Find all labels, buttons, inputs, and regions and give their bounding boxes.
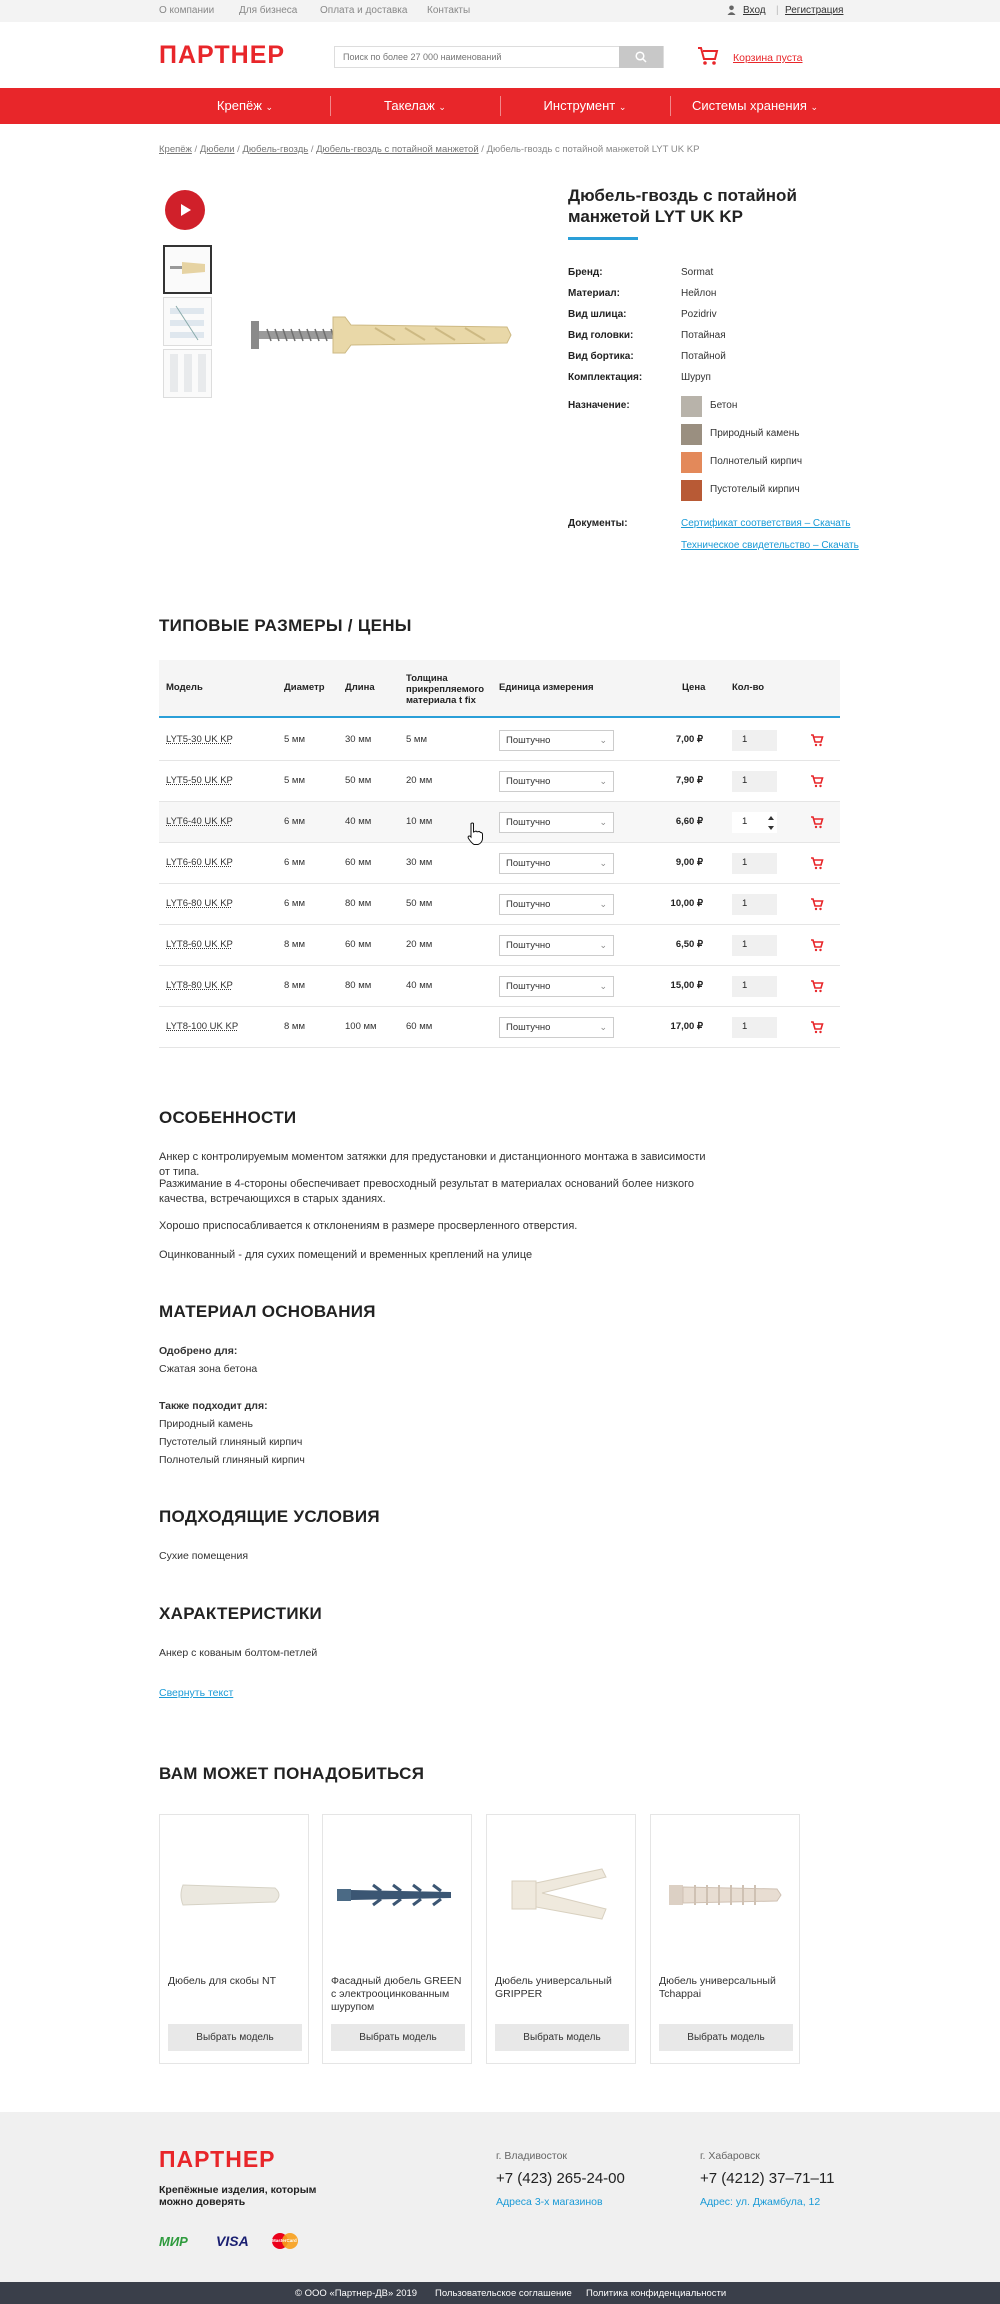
- price-cell: 6,60 ₽: [675, 816, 703, 827]
- thickness-cell: 5 мм: [406, 734, 427, 745]
- quantity-input[interactable]: 1: [732, 771, 777, 792]
- mir-payment-logo: МИР: [159, 2234, 188, 2249]
- thickness-cell: 60 мм: [406, 1021, 433, 1032]
- purpose-label: Назначение:: [568, 400, 630, 411]
- topbar-link-about[interactable]: О компании: [159, 5, 215, 16]
- chevron-down-icon: ⌄: [599, 858, 607, 868]
- add-to-cart-icon[interactable]: [810, 815, 824, 829]
- thickness-cell: 50 мм: [406, 898, 433, 909]
- topbar-link-delivery[interactable]: Оплата и доставка: [320, 5, 408, 16]
- chevron-down-icon: ⌄: [599, 940, 607, 950]
- office-city: г. Хабаровск: [700, 2150, 760, 2162]
- unit-select[interactable]: [499, 853, 614, 874]
- material-name: Бетон: [710, 400, 738, 411]
- material-swatch: [681, 480, 702, 501]
- card-title: Дюбель универсальный GRIPPER: [495, 1975, 612, 2000]
- breadcrumb-link[interactable]: Дюбель-гвоздь: [242, 144, 309, 155]
- nav-item-storage[interactable]: [670, 88, 840, 124]
- price-cell: 9,00 ₽: [675, 857, 703, 868]
- nav-label: Системы хранения: [691, 98, 807, 113]
- quantity-input[interactable]: 1: [732, 976, 777, 997]
- chevron-down-icon: ⌄: [599, 735, 607, 745]
- diameter-cell: 6 мм: [284, 857, 305, 868]
- unit-select[interactable]: [499, 730, 614, 751]
- collapse-text-link[interactable]: Свернуть текст: [159, 1687, 234, 1699]
- chevron-down-icon: ⌄: [265, 102, 274, 112]
- product-card[interactable]: [159, 1814, 309, 2064]
- play-icon: [180, 203, 192, 217]
- length-cell: 40 мм: [345, 816, 372, 827]
- product-card[interactable]: [650, 1814, 800, 2064]
- office-address-link[interactable]: Адреса 3-х магазинов: [496, 2196, 603, 2208]
- video-play-button[interactable]: [165, 190, 205, 230]
- breadcrumb-link[interactable]: Дюбель-гвоздь с потайной манжетой: [316, 144, 479, 155]
- price-cell: 7,90 ₽: [675, 775, 703, 786]
- nav-item-rigging[interactable]: [330, 88, 500, 124]
- table-row: [159, 884, 840, 925]
- conditions-text: Сухие помещения: [159, 1550, 248, 1562]
- table-row: [159, 720, 840, 761]
- column-header: Диаметр: [284, 682, 325, 693]
- thickness-cell: 30 мм: [406, 857, 433, 868]
- nav-label: Инструмент: [543, 98, 616, 113]
- office-address-link[interactable]: Адрес: ул. Джамбула, 12: [700, 2196, 821, 2208]
- spec-label: Вид бортика:: [568, 351, 634, 362]
- column-header: Модель: [166, 682, 203, 693]
- office-phone[interactable]: +7 (423) 265-24-00: [496, 2170, 625, 2187]
- spec-value: Sormat: [681, 267, 714, 278]
- length-cell: 100 мм: [345, 1021, 377, 1032]
- length-cell: 80 мм: [345, 980, 372, 991]
- diameter-cell: 8 мм: [284, 939, 305, 950]
- gallery-thumb[interactable]: [163, 349, 212, 398]
- quantity-input[interactable]: 1: [732, 730, 777, 751]
- unit-value: Поштучно: [506, 776, 551, 787]
- user-icon: [727, 5, 736, 18]
- unit-value: Поштучно: [506, 981, 551, 992]
- unit-select[interactable]: [499, 812, 614, 833]
- docs-label: Документы:: [568, 518, 628, 529]
- spec-label: Вид головки:: [568, 330, 634, 341]
- copyright: © ООО «Партнер-ДВ» 2019: [295, 2288, 418, 2299]
- column-header: Цена: [682, 682, 706, 693]
- privacy-policy-link[interactable]: Политика конфиденциальности: [586, 2288, 727, 2299]
- table-header: [159, 660, 840, 718]
- hand-cursor-icon: [466, 822, 484, 846]
- model-link[interactable]: LYT6-80 UK KP: [166, 898, 233, 909]
- add-to-cart-icon[interactable]: [810, 856, 824, 870]
- spec-value: Нейлон: [681, 288, 717, 299]
- unit-value: Поштучно: [506, 1022, 551, 1033]
- user-agreement-link[interactable]: Пользовательское соглашение: [435, 2288, 572, 2299]
- topbar-link-business[interactable]: Для бизнеса: [239, 5, 298, 16]
- select-model-button[interactable]: Выбрать модель: [659, 2024, 793, 2051]
- search-button[interactable]: [619, 46, 663, 68]
- product-image: [245, 295, 515, 375]
- diameter-cell: 5 мм: [284, 775, 305, 786]
- diameter-cell: 6 мм: [284, 816, 305, 827]
- topbar-separator: |: [776, 5, 779, 16]
- office-phone[interactable]: +7 (4212) 37–71–11: [700, 2170, 835, 2187]
- product-thumbnail: [175, 1855, 295, 1935]
- thickness-cell: 20 мм: [406, 775, 433, 786]
- price-cell: 10,00 ₽: [670, 898, 703, 909]
- product-thumbnail: [663, 1855, 789, 1935]
- footer-slogan: Крепёжные изделия, которым можно доверять: [159, 2184, 317, 2208]
- quantity-input[interactable]: 1: [732, 1017, 777, 1038]
- also-label: Также подходит для:: [159, 1400, 268, 1412]
- product-thumbnail: [502, 1853, 622, 1937]
- login-link[interactable]: Вход: [743, 5, 766, 16]
- breadcrumb-link[interactable]: Крепёж: [159, 144, 192, 155]
- feature-paragraph: Оцинкованный - для сухих помещений и временных креплений на улице: [159, 1249, 533, 1261]
- footer: [0, 2112, 1000, 2282]
- tech-certificate-download-link[interactable]: Техническое свидетельство – Скачать: [681, 540, 859, 551]
- model-link[interactable]: LYT8-60 UK KP: [166, 939, 233, 950]
- title-underline: [568, 237, 638, 240]
- chevron-down-icon: ⌄: [618, 102, 627, 112]
- card-title: Дюбель для скобы NT: [168, 1975, 277, 1987]
- table-row: [159, 925, 840, 966]
- cart-icon[interactable]: [697, 46, 719, 69]
- topbar-link-contacts[interactable]: Контакты: [427, 5, 471, 16]
- feature-paragraph: Разжимание в 4-стороны обеспечивает превосходный результат в материалах оснований более низкого качества, встречающихся в старых зданиях.: [159, 1178, 694, 1205]
- breadcrumb-link[interactable]: Дюбели: [199, 144, 235, 155]
- table-row: [159, 1007, 840, 1048]
- quantity-stepper-icon[interactable]: [767, 815, 775, 831]
- unit-value: Поштучно: [506, 858, 551, 869]
- spec-value: Потайная: [681, 330, 726, 341]
- select-model-button[interactable]: Выбрать модель: [168, 2024, 302, 2051]
- characteristics-text: Анкер с кованым болтом-петлей: [159, 1647, 318, 1659]
- price-cell: 7,00 ₽: [675, 734, 703, 745]
- search-icon: [635, 51, 647, 63]
- spec-label: Материал:: [568, 288, 620, 299]
- add-to-cart-icon[interactable]: [810, 897, 824, 911]
- nav-item-fasteners[interactable]: [160, 88, 330, 124]
- logo[interactable]: ПАРТНЕР: [159, 41, 286, 69]
- quantity-input[interactable]: 1: [732, 935, 777, 956]
- mastercard-payment-logo: [270, 2232, 300, 2250]
- column-header: Толщина прикрепляемого материала t fix: [406, 673, 485, 706]
- price-cell: 15,00 ₽: [670, 980, 703, 991]
- model-link[interactable]: LYT8-80 UK KP: [166, 980, 233, 991]
- mastercard-label: MasterCard: [272, 2238, 297, 2243]
- diameter-cell: 5 мм: [284, 734, 305, 745]
- approved-item: Сжатая зона бетона: [159, 1363, 258, 1375]
- unit-value: Поштучно: [506, 899, 551, 910]
- length-cell: 60 мм: [345, 857, 372, 868]
- material-swatch: [681, 424, 702, 445]
- length-cell: 80 мм: [345, 898, 372, 909]
- section-title: ОСОБЕННОСТИ: [159, 1108, 297, 1127]
- section-title: ХАРАКТЕРИСТИКИ: [159, 1604, 323, 1623]
- length-cell: 30 мм: [345, 734, 372, 745]
- material-name: Природный камень: [710, 428, 800, 439]
- unit-select[interactable]: [499, 976, 614, 997]
- quantity-input[interactable]: 1: [732, 812, 777, 833]
- unit-value: Поштучно: [506, 735, 551, 746]
- nav-label: Такелаж: [384, 98, 435, 113]
- product-card[interactable]: [322, 1814, 472, 2064]
- model-link[interactable]: LYT5-50 UK KP: [166, 775, 233, 786]
- thickness-cell: 20 мм: [406, 939, 433, 950]
- length-cell: 60 мм: [345, 939, 372, 950]
- office-city: г. Владивосток: [496, 2150, 568, 2162]
- add-to-cart-icon[interactable]: [810, 938, 824, 952]
- spec-value: Pozidriv: [681, 309, 717, 320]
- spec-value: Потайной: [681, 351, 726, 362]
- material-swatch: [681, 452, 702, 473]
- unit-select[interactable]: [499, 894, 614, 915]
- diameter-cell: 8 мм: [284, 1021, 305, 1032]
- card-title: Фасадный дюбель GREEN с электрооцинкованным шурупом: [331, 1975, 462, 2013]
- section-title: ПОДХОДЯЩИЕ УСЛОВИЯ: [159, 1507, 380, 1526]
- add-to-cart-icon[interactable]: [810, 774, 824, 788]
- spec-label: Бренд:: [568, 267, 603, 278]
- quantity-input[interactable]: 1: [732, 894, 777, 915]
- table-row: [159, 966, 840, 1007]
- unit-select[interactable]: [499, 771, 614, 792]
- main-nav: [0, 88, 1000, 124]
- breadcrumb-current: Дюбель-гвоздь с потайной манжетой LYT UK KP: [486, 144, 700, 155]
- thickness-cell: 10 мм: [406, 816, 433, 827]
- chevron-down-icon: ⌄: [810, 102, 819, 112]
- price-cell: 6,50 ₽: [675, 939, 703, 950]
- diameter-cell: 8 мм: [284, 980, 305, 991]
- model-link[interactable]: LYT8-100 UK KP: [166, 1021, 239, 1032]
- column-header: Длина: [345, 682, 375, 693]
- quantity-input[interactable]: 1: [732, 853, 777, 874]
- product-card[interactable]: [486, 1814, 636, 2064]
- select-model-button[interactable]: Выбрать модель: [331, 2024, 465, 2051]
- also-item: Полнотелый глиняный кирпич: [159, 1454, 305, 1466]
- cart-link[interactable]: Корзина пуста: [733, 52, 803, 64]
- card-title: Дюбель универсальный Tchappai: [659, 1975, 776, 2000]
- spec-value: Шуруп: [681, 372, 711, 383]
- spec-label: Вид шлица:: [568, 309, 627, 320]
- breadcrumb: Крепёж / Дюбели / Дюбель-гвоздь / Дюбель-гвоздь с потайной манжетой / Дюбель-гвоздь с потайной манжетой LYT UK KP: [159, 144, 700, 155]
- diameter-cell: 6 мм: [284, 898, 305, 909]
- unit-value: Поштучно: [506, 817, 551, 828]
- visa-payment-logo: VISA: [216, 2233, 249, 2249]
- product-title: Дюбель-гвоздь с потайной манжетой LYT UK KP: [568, 186, 797, 226]
- unit-value: Поштучно: [506, 940, 551, 951]
- length-cell: 50 мм: [345, 775, 372, 786]
- footer-logo[interactable]: ПАРТНЕР: [159, 2146, 276, 2172]
- also-item: Пустотелый глиняный кирпич: [159, 1436, 303, 1448]
- column-header: Кол-во: [732, 682, 765, 693]
- chevron-down-icon: ⌄: [599, 981, 607, 991]
- model-link[interactable]: LYT6-40 UK KP: [166, 816, 233, 827]
- top-bar: [0, 0, 1000, 22]
- chevron-down-icon: ⌄: [438, 102, 446, 112]
- feature-paragraph: Анкер с контролируемым моментом затяжки для предустановки и дистанционного монтажа в зависимости от типа.: [159, 1151, 706, 1178]
- select-model-button[interactable]: Выбрать модель: [495, 2024, 629, 2051]
- product-thumbnail: [333, 1855, 463, 1935]
- approved-label: Одобрено для:: [159, 1345, 238, 1357]
- also-item: Природный камень: [159, 1418, 253, 1430]
- model-link[interactable]: LYT5-30 UK KP: [166, 734, 233, 745]
- gallery-thumb[interactable]: [163, 245, 212, 294]
- add-to-cart-icon[interactable]: [810, 1020, 824, 1034]
- search-input[interactable]: [335, 47, 620, 67]
- material-name: Полнотелый кирпич: [710, 456, 803, 467]
- gallery-thumb[interactable]: [163, 297, 212, 346]
- chevron-down-icon: ⌄: [599, 1022, 607, 1032]
- chevron-down-icon: ⌄: [599, 899, 607, 909]
- feature-paragraph: Хорошо приспосабливается к отклонениям в размере просверленного отверстия.: [159, 1220, 578, 1232]
- search-box: [334, 46, 664, 68]
- certificate-download-link[interactable]: Сертификат соответствия – Скачать: [681, 518, 851, 529]
- material-name: Пустотелый кирпич: [710, 484, 800, 495]
- table-row: [159, 802, 840, 843]
- chevron-down-icon: ⌄: [599, 776, 607, 786]
- column-header: Единица измерения: [499, 682, 594, 693]
- price-cell: 17,00 ₽: [670, 1021, 703, 1032]
- table-row: [159, 843, 840, 884]
- unit-select[interactable]: [499, 935, 614, 956]
- material-swatch: [681, 396, 702, 417]
- thickness-cell: 40 мм: [406, 980, 433, 991]
- spec-label: Комплектация:: [568, 372, 643, 383]
- add-to-cart-icon[interactable]: [810, 733, 824, 747]
- add-to-cart-icon[interactable]: [810, 979, 824, 993]
- section-title: ТИПОВЫЕ РАЗМЕРЫ / ЦЕНЫ: [159, 616, 412, 635]
- section-title: ВАМ МОЖЕТ ПОНАДОБИТЬСЯ: [159, 1764, 425, 1783]
- table-row: [159, 761, 840, 802]
- register-link[interactable]: Регистрация: [785, 5, 844, 16]
- nav-label: Крепёж: [216, 98, 262, 113]
- model-link[interactable]: LYT6-60 UK KP: [166, 857, 233, 868]
- footer-bottom-bar: [0, 2282, 1000, 2304]
- nav-item-tools[interactable]: [500, 88, 670, 124]
- unit-select[interactable]: [499, 1017, 614, 1038]
- section-title: МАТЕРИАЛ ОСНОВАНИЯ: [159, 1302, 376, 1321]
- chevron-down-icon: ⌄: [599, 817, 607, 827]
